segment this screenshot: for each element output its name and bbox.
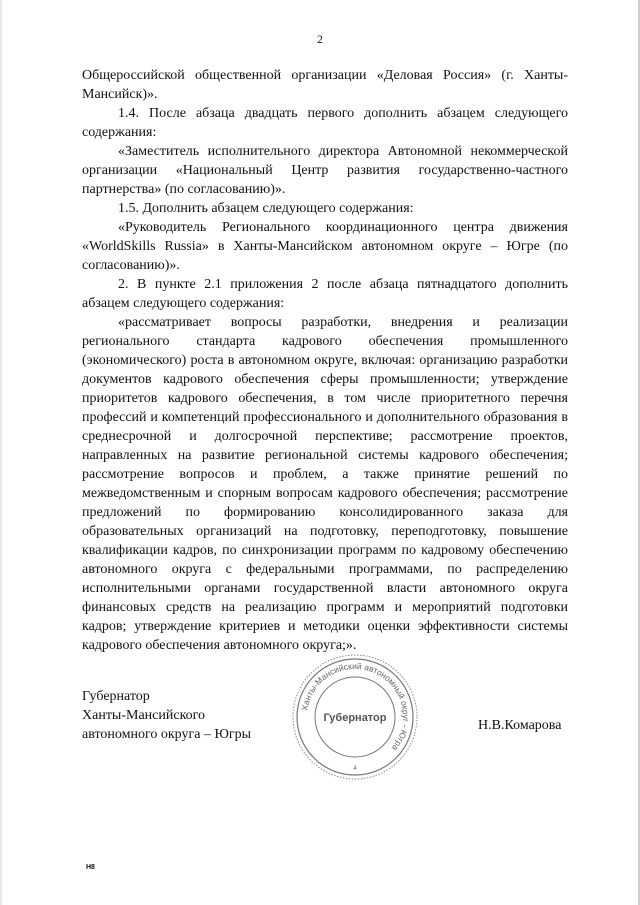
signatory-title-line-3: автономного округа – Югры — [82, 727, 251, 742]
signatory-title-line-1: Губернатор — [82, 689, 150, 704]
paragraph-2: 1.4. После абзаца двадцать первого дополнить абзацем следующего содержания: — [82, 106, 568, 140]
seal-ring-text: Ханты-Мансийский автономный округ - Югра — [299, 660, 412, 753]
signatory-title — [82, 687, 251, 744]
paragraph-7: «рассматривает вопросы разработки, внедрения и реализации регионального стандарта кадрового обеспечения промышленного (экономического) роста в автономном округе, включая: организацию разработки документов кадрового обеспечения сферы промышленности; утверждение приоритетов кадрового обеспечения, в том числе приоритетного перечня профессий и компетенций профессионального и дополнительного образования в среднесрочной и долгосрочной перспективе; рассмотрение проектов, направленных на развитие региональной системы кадрового обеспечения; рассмотрение вопросов и проблем, а также принятие решений по межведомственным и спорным вопросам кадрового обеспечения; рассмотрение предложений по формированию консолидированного заказа для образовательных организаций на подготовку, переподготовку, повышение квалификации кадров, по синхронизации программ по кадровому обеспечению автономного округа с федеральными программами, по распределению исполнительными органами государственной власти автономного округа финансовых средств на реализацию программ и мероприятий подготовки кадров; утверждение критериев и методики оценки эффективности системы кадрового обеспечения автономного округа;». — [82, 315, 568, 653]
page-number: 2 — [317, 32, 323, 46]
signatory-name: Н.В.Комарова — [478, 718, 562, 733]
paragraph-6: 2. В пункте 2.1 приложения 2 после абзаца пятнадцатого дополнить абзацем следующего содержания: — [82, 277, 568, 311]
official-seal — [290, 652, 420, 782]
footer-code: Н8 — [86, 864, 95, 871]
seal-bottom-mark: 4 — [353, 766, 357, 772]
paragraph-1: Общероссийской общественной организации «Деловая Россия» (г. Ханты-Мансийск)». — [82, 68, 568, 102]
left-scan-edge — [0, 0, 2, 905]
paragraph-4: 1.5. Дополнить абзацем следующего содержания: — [118, 201, 414, 216]
signatory-title-line-2: Ханты-Мансийского — [82, 708, 206, 723]
seal-center-text: Губернатор — [323, 712, 387, 724]
paragraph-3: «Заместитель исполнительного директора Автономной некоммерческой организации «Национальный Центр развития государственно-частного партнерства» (по согласованию)». — [82, 144, 568, 197]
paragraph-5: «Руководитель Регионального координационного центра движения «WorldSkills Russia» в Ханты-Мансийском автономном округе – Югре (по согласованию)». — [82, 220, 568, 273]
document-body — [82, 66, 568, 655]
